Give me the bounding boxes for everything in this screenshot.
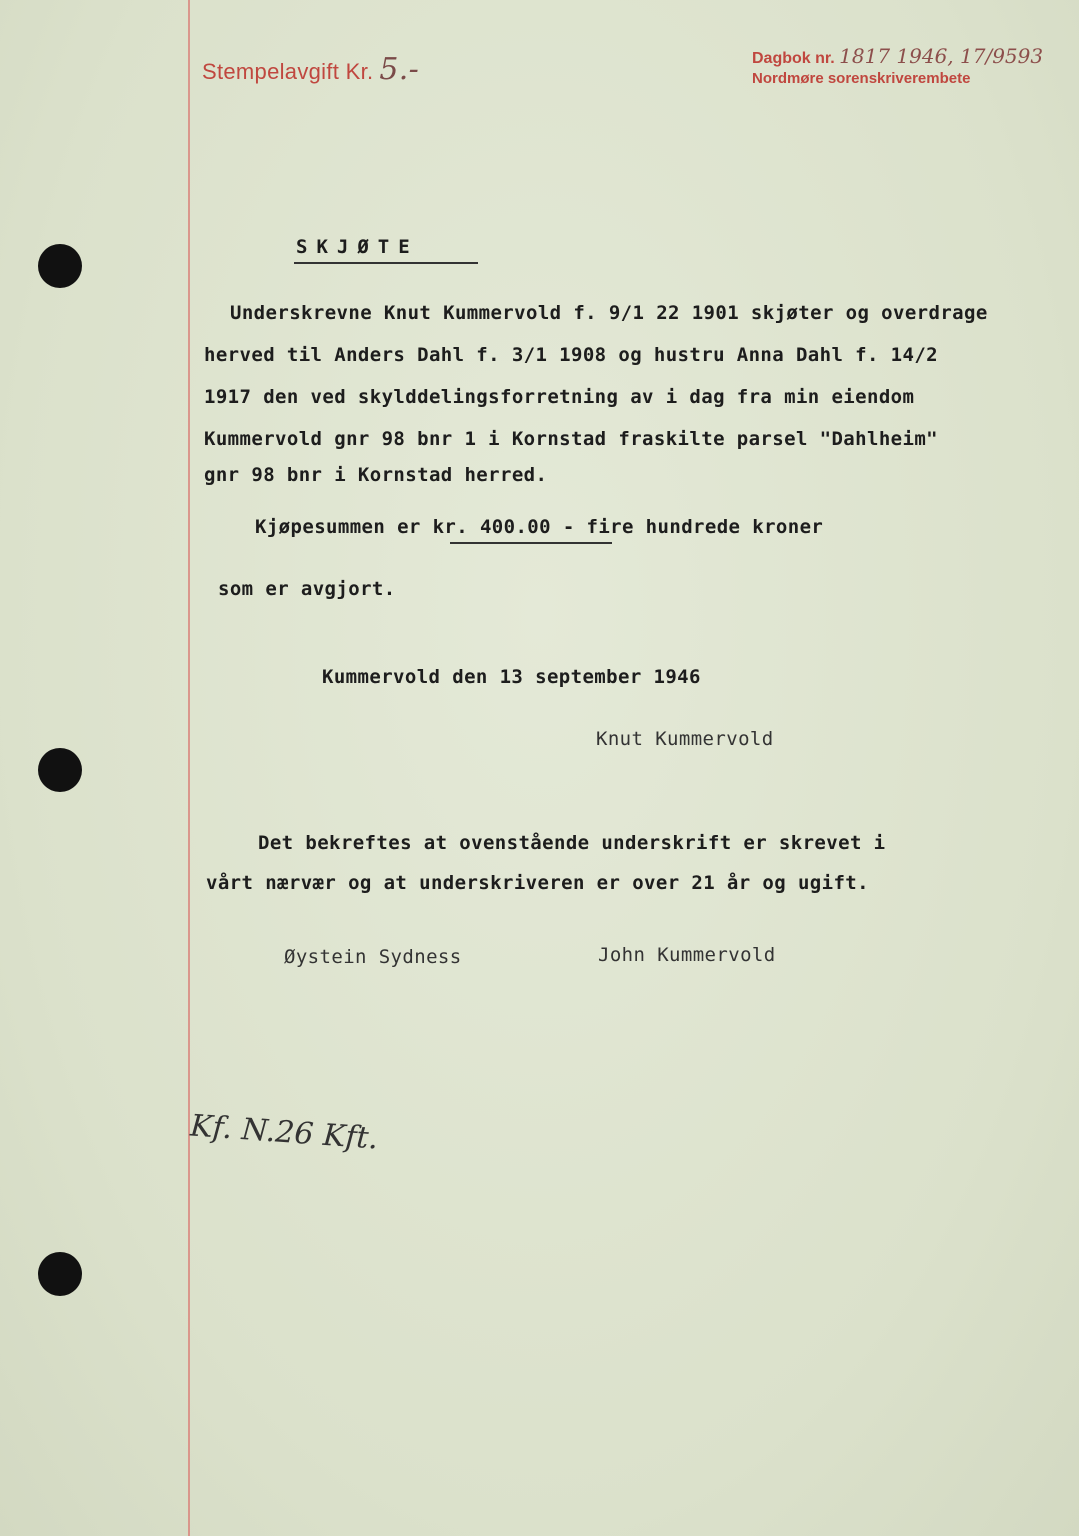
- body-line: Kummervold gnr 98 bnr 1 i Kornstad fraskilte parsel "Dahlheim": [204, 428, 939, 450]
- handwritten-note: Kf. N.26 Kft.: [189, 1108, 380, 1157]
- body-line: herved til Anders Dahl f. 3/1 1908 og hustru Anna Dahl f. 14/2: [204, 344, 939, 366]
- seller-signature: Knut Kummervold: [596, 728, 774, 750]
- dagbok-entry: 1817 1946, 17/9: [839, 44, 1005, 68]
- confirmation-line: vårt nærvær og at underskriveren er over 21 år og ugift.: [206, 872, 869, 894]
- stamp-fee: [202, 52, 419, 87]
- body-line: gnr 98 bnr i Kornstad herred.: [204, 464, 548, 486]
- margin-line: [188, 0, 190, 1536]
- punch-hole-icon: [38, 1252, 82, 1296]
- office-line: Nordmøre sorenskriverembete: [752, 70, 971, 87]
- purchase-sum-line: Kjøpesummen er kr. 400.00 - fire hundrede kroner: [255, 516, 824, 538]
- confirmation-line: Det bekreftes at ovenstående underskrift er skrevet i: [258, 832, 886, 854]
- witness-signature: John Kummervold: [598, 944, 776, 966]
- body-line: Underskrevne Knut Kummervold f. 9/1 22 1901 skjøter og overdrage: [230, 302, 988, 324]
- stamp-fee-label: Stempelavgift Kr.: [202, 59, 374, 84]
- place-date: Kummervold den 13 september 1946: [322, 666, 701, 688]
- witness-signature: Øystein Sydness: [284, 946, 462, 968]
- sum-underline: [450, 542, 612, 544]
- title-underline: [294, 262, 478, 264]
- stamp-fee-amount: 5.-: [379, 52, 420, 87]
- dagbok-label: Dagbok nr.: [752, 50, 835, 67]
- stamp-register: [752, 44, 1072, 87]
- document-title: SKJØTE: [296, 236, 419, 258]
- page-number: 593: [1004, 44, 1044, 68]
- punch-hole-icon: [38, 748, 82, 792]
- settled-line: som er avgjort.: [218, 578, 396, 600]
- body-line: 1917 den ved skylddelingsforretning av i dag fra min eiendom: [204, 386, 915, 408]
- punch-hole-icon: [38, 244, 82, 288]
